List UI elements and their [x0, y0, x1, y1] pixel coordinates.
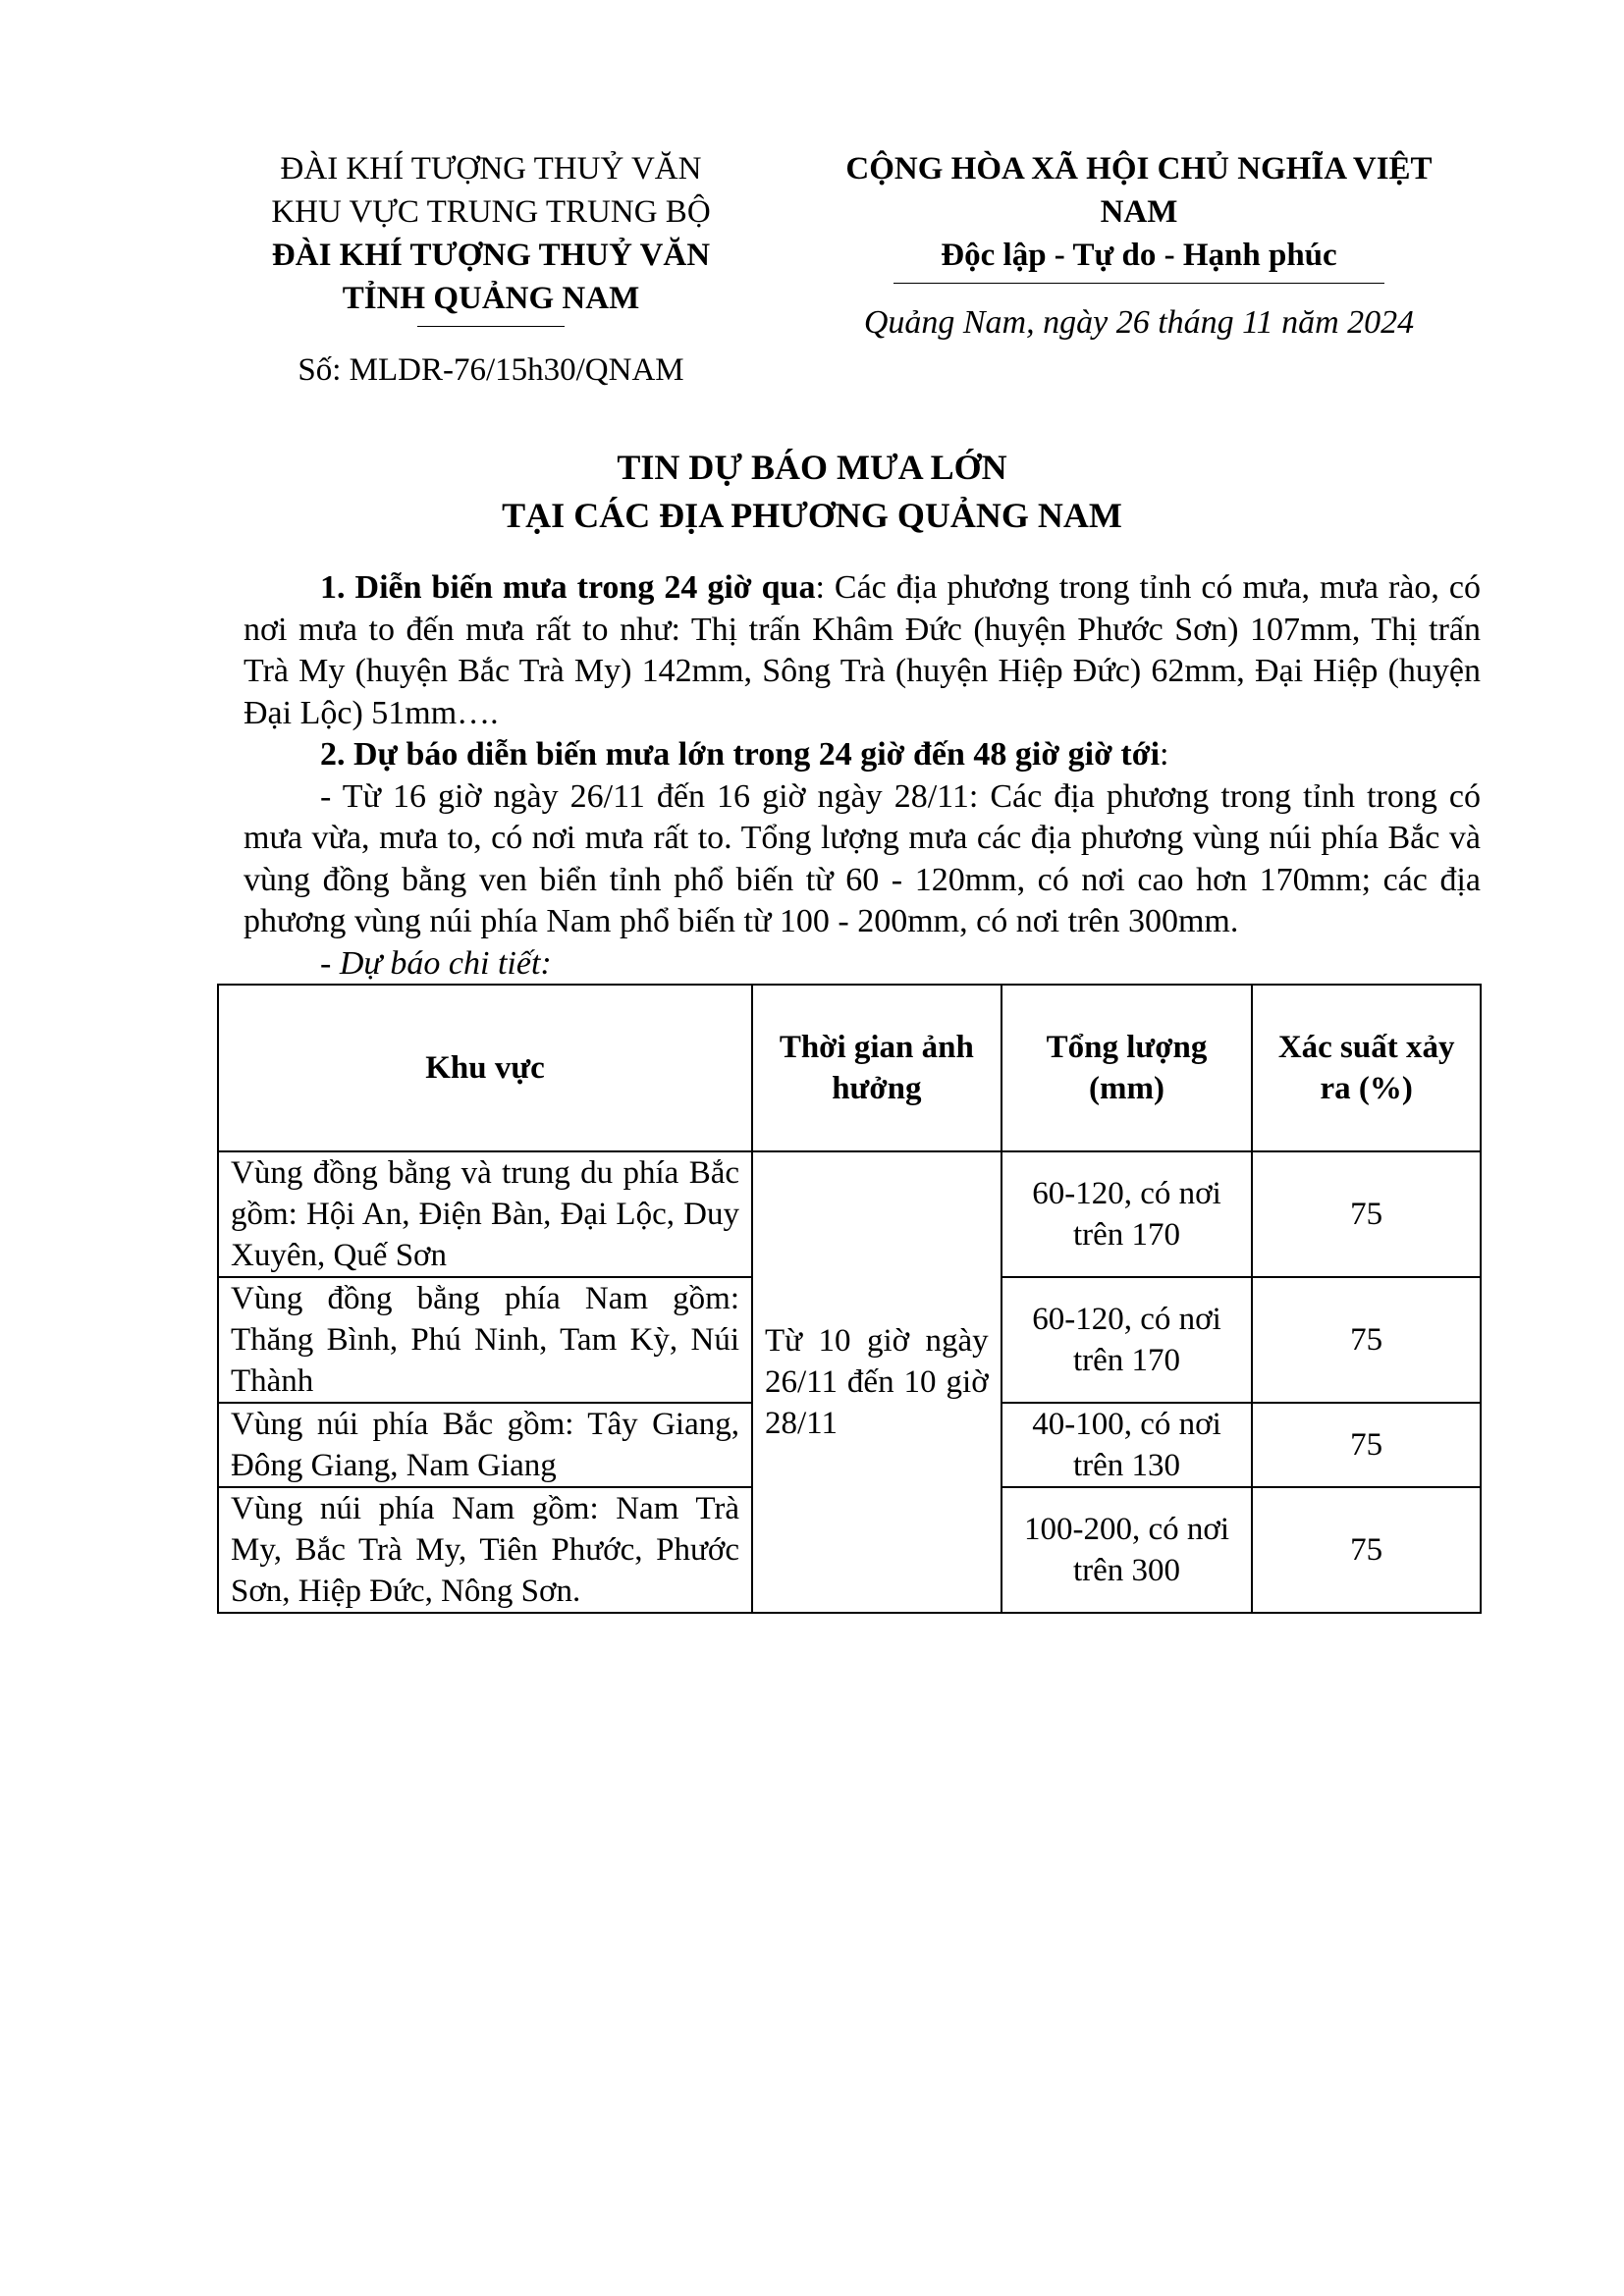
cell-area: Vùng đồng bằng và trung du phía Bắc gồm: Hội An, Điện Bàn, Đại Lộc, Duy Xuyên, Quế Sơn [218, 1151, 752, 1277]
agency-header [236, 147, 746, 392]
agency-underline [417, 326, 565, 327]
header-area: Khu vực [218, 985, 752, 1151]
cell-probability: 75 [1252, 1403, 1481, 1487]
cell-amount: 100-200, có nơi trên 300 [1001, 1487, 1253, 1613]
cell-probability: 75 [1252, 1487, 1481, 1613]
section-2-paragraph: - Từ 16 giờ ngày 26/11 đến 16 giờ ngày 28/11: Các địa phương trong tỉnh trong có mưa vừa, mưa to, có nơi mưa rất to. Tổng lượng mưa các địa phương vùng núi phía Bắc và vùng đồng bằng ven biển tỉnh phổ biến từ 60 - 120mm, có nơi cao hơn 170mm; các địa phương vùng núi phía Nam phổ biến từ 100 - 200mm, có nơi trên 300mm. [244, 777, 1481, 939]
motto-underline [893, 283, 1384, 284]
section-2-heading-line [244, 734, 1481, 776]
cell-area: Vùng đồng bằng phía Nam gồm: Thăng Bình, Phú Ninh, Tam Kỳ, Núi Thành [218, 1277, 752, 1403]
national-header [805, 147, 1473, 345]
section-1 [244, 567, 1481, 734]
cell-area: Vùng núi phía Nam gồm: Nam Trà My, Bắc Trà My, Tiên Phước, Phước Sơn, Hiệp Đức, Nông Sơn. [218, 1487, 752, 1613]
document-number: Số: MLDR-76/15h30/QNAM [298, 352, 684, 388]
cell-probability: 75 [1252, 1151, 1481, 1277]
title-line1: TIN DỰ BÁO MƯA LỚN [617, 448, 1007, 487]
cell-amount: 60-120, có nơi trên 170 [1001, 1151, 1253, 1277]
detail-label: - Dự báo chi tiết: [320, 944, 552, 982]
agency-parent-line1: ĐÀI KHÍ TƯỢNG THUỶ VĂN [280, 151, 702, 187]
header-amount: Tổng lượng (mm) [1001, 985, 1253, 1151]
section-2-heading: 2. Dự báo diễn biến mưa lớn trong 24 giờ đến 48 giờ giờ tới [320, 736, 1161, 773]
cell-area: Vùng núi phía Bắc gồm: Tây Giang, Đông Giang, Nam Giang [218, 1403, 752, 1487]
document-title [0, 444, 1624, 540]
document-date: Quảng Nam, ngày 26 tháng 11 năm 2024 [863, 304, 1415, 341]
document-body [244, 567, 1481, 985]
agency-name-line2: TỈNH QUẢNG NAM [342, 281, 640, 316]
agency-parent-line2: KHU VỰC TRUNG TRUNG BỘ [271, 194, 711, 230]
cell-amount: 40-100, có nơi trên 130 [1001, 1403, 1253, 1487]
section-1-text: : Các địa phương trong tỉnh có mưa, mưa rào, có nơi mưa to đến mưa rất to như: Thị trấn Khâm Đức (huyện Phước Sơn) 107mm, Thị trấn Trà My (huyện Bắc Trà My) 142mm, Sông Trà (huyện Hiệp Đức) 62mm, Đại Hiệp (huyện Đại Lộc) 51mm…. [244, 569, 1481, 731]
national-motto: Độc lập - Tự do - Hạnh phúc [941, 238, 1337, 273]
table-row [218, 1151, 1481, 1277]
section-2-colon: : [1160, 736, 1169, 773]
header-time: Thời gian ảnh hưởng [752, 985, 1001, 1151]
cell-time: Từ 10 giờ ngày 26/11 đến 10 giờ 28/11 [752, 1151, 1001, 1613]
cell-probability: 75 [1252, 1277, 1481, 1403]
title-line2: TẠI CÁC ĐỊA PHƯƠNG QUẢNG NAM [502, 496, 1122, 535]
forecast-table [217, 984, 1482, 1614]
national-title: CỘNG HÒA XÃ HỘI CHỦ NGHĨA VIỆT NAM [845, 151, 1433, 230]
cell-amount: 60-120, có nơi trên 170 [1001, 1277, 1253, 1403]
table-header-row [218, 985, 1481, 1151]
agency-name-line1: ĐÀI KHÍ TƯỢNG THUỶ VĂN [271, 238, 711, 273]
section-1-heading: 1. Diễn biến mưa trong 24 giờ qua [320, 569, 816, 606]
header-probability: Xác suất xảy ra (%) [1252, 985, 1481, 1151]
